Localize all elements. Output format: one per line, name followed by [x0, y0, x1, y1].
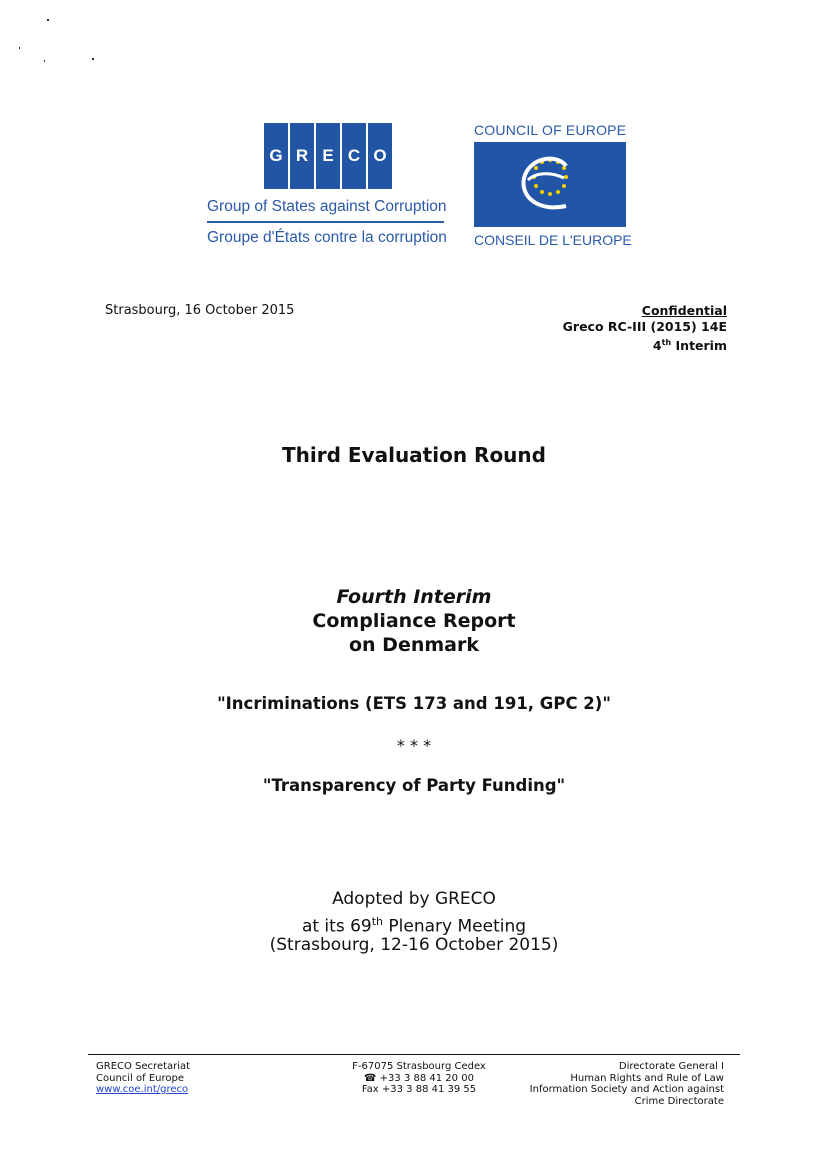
footer-divider: [88, 1054, 740, 1055]
greco-letter-box: C: [342, 123, 366, 189]
document-reference-block: [563, 303, 727, 354]
adoption-line3: (Strasbourg, 12-16 October 2015): [269, 935, 559, 955]
greco-letter-box: G: [264, 123, 288, 189]
theme-separator: * * *: [396, 736, 432, 755]
footer-contact: F-67075 Strasbourg Cedex ☎ +33 3 88 41 20 00 Fax +33 3 88 41 39 55: [344, 1061, 494, 1096]
coe-emblem-icon: [474, 142, 626, 227]
scan-speck: [44, 60, 45, 62]
scan-speck: [19, 47, 20, 49]
reference-number: Greco RC-III (2015) 14E: [562, 319, 727, 334]
fax-number: Fax +33 3 88 41 39 55: [361, 1084, 477, 1095]
report-title-line3: on Denmark: [348, 634, 479, 656]
website-link[interactable]: www.coe.int/greco: [96, 1084, 189, 1095]
greco-name-en: Group of States against Corruption: [207, 198, 447, 215]
theme-incriminations: "Incriminations (ETS 173 and 191, GPC 2)": [217, 694, 611, 713]
scan-speck: [47, 19, 49, 21]
greco-name-fr: Groupe d'États contre la corruption: [207, 229, 447, 246]
footer-secretariat: GRECO Secretariat Council of Europe www.coe.int/greco: [96, 1061, 191, 1095]
greco-letter-box: R: [290, 123, 314, 189]
interim-label: 4th Interim: [652, 338, 727, 354]
phone-number: ☎ +33 3 88 41 20 00: [364, 1072, 474, 1084]
adoption-line2: at its 69th Plenary Meeting: [301, 915, 527, 937]
greco-divider: [207, 221, 444, 223]
coe-name-en: COUNCIL OF EUROPE: [474, 122, 627, 138]
coe-name-fr: CONSEIL DE L'EUROPE: [474, 232, 632, 248]
theme-party-funding: "Transparency of Party Funding": [262, 776, 566, 795]
document-date: Strasbourg, 16 October 2015: [105, 303, 295, 318]
greco-letter-box: E: [316, 123, 340, 189]
report-title-line1: Fourth Interim: [336, 586, 492, 608]
evaluation-round-title: Third Evaluation Round: [282, 443, 546, 467]
confidential-label: Confidential: [641, 303, 727, 318]
footer-directorate: Directorate General I Human Rights and Rule of Law Information Society and Action against Crime Directorate: [529, 1061, 724, 1107]
scan-speck: [92, 58, 94, 60]
adoption-line1: Adopted by GRECO: [332, 889, 496, 909]
report-title-line2: Compliance Report: [312, 610, 516, 632]
coe-flag: [474, 142, 626, 227]
greco-letter-box: O: [368, 123, 392, 189]
